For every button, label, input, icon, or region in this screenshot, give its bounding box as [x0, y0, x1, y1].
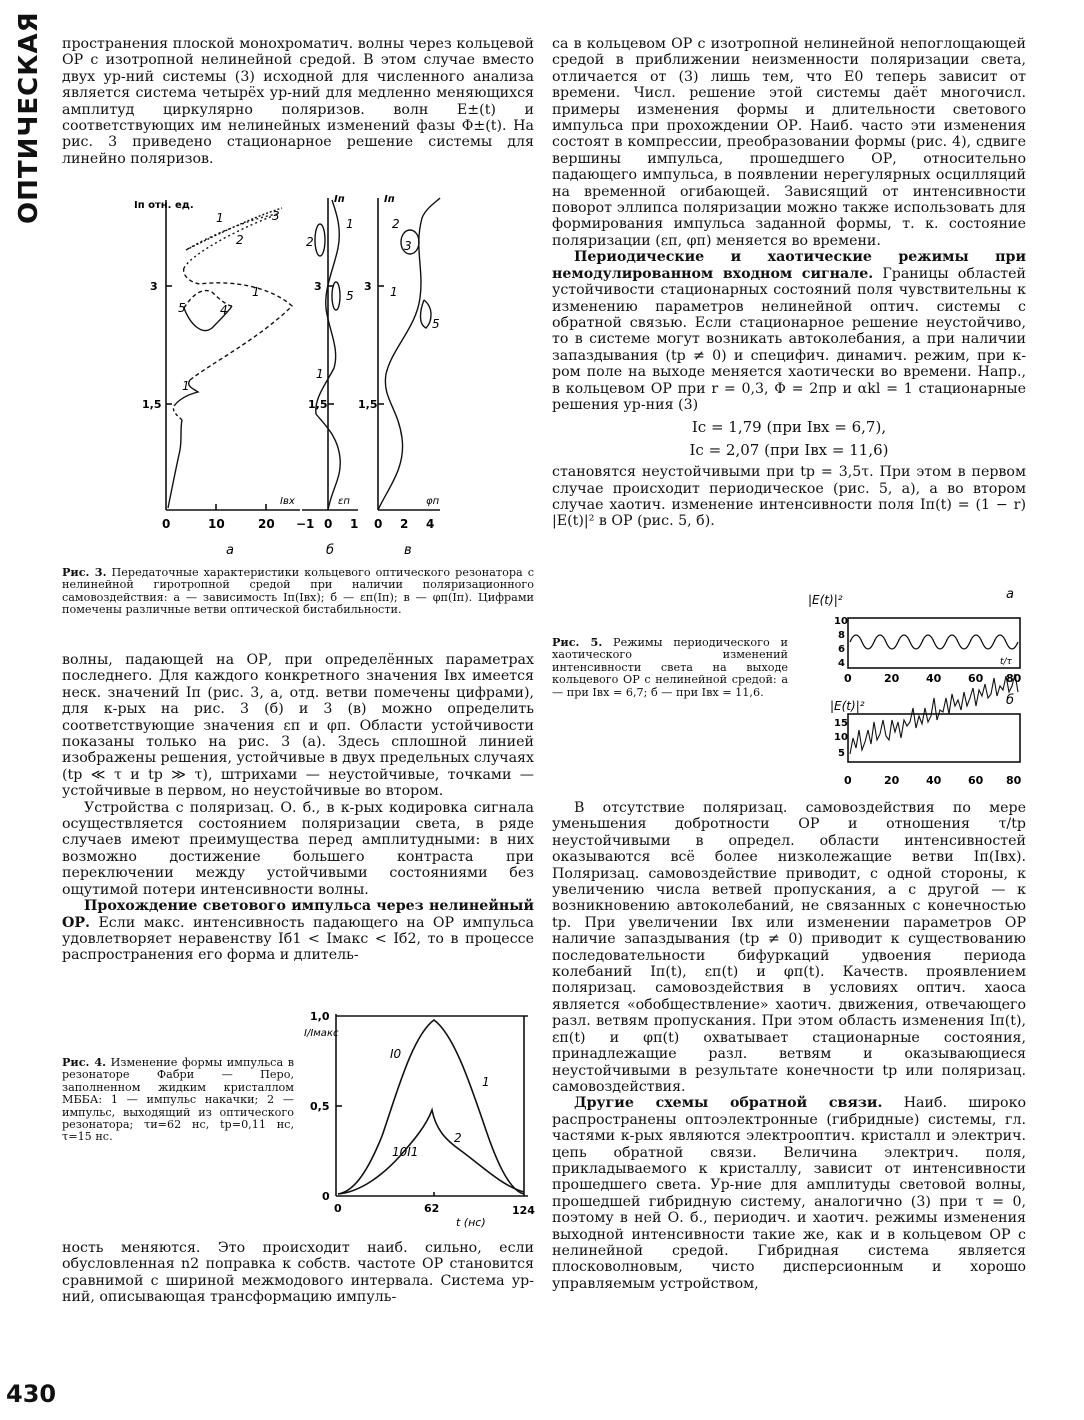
fig3-branch-label: 1: [346, 217, 354, 231]
fig5-xtick: 80: [1006, 774, 1022, 787]
right-column-top: [552, 36, 1026, 530]
side-header: ОПТИЧЕСКАЯ: [14, 11, 44, 224]
fig3-ylabel-a: Iп отн. ед.: [134, 200, 194, 211]
fig4-caption: [62, 1056, 294, 1144]
fig5-ytick: 8: [838, 630, 845, 641]
fig3-xlabel-a: Iвх: [280, 496, 295, 507]
fig4-curve-label: 2: [454, 1131, 462, 1145]
fig3-branch-label: 2: [392, 217, 400, 231]
fig5-xtick: 40: [926, 774, 942, 787]
fig4-ylabel: I/Iмакс: [304, 1028, 339, 1039]
fig3-ytick: 1,5: [142, 398, 162, 411]
fig5-caption-title: Рис. 5.: [552, 635, 603, 649]
fig5-ytick: 5: [838, 748, 845, 759]
fig3-branch-label: 3: [272, 209, 280, 223]
fig3-ytick: 1,5: [358, 398, 378, 411]
paragraph: волны, падающей на ОР, при определённых параметрах последнего. Для каждого конкретного значения Iвх имеется неск. значений Iп (рис. 3, а, отд. ветви помечены цифрами), для к-рых на рис. 3 (б) и 3 (в) можно определить соответствующие значения εп и φп. Области устойчивости показаны только на рис. 3 (а). Здесь сплошной линией изображены решения, устойчивые в двух предельных случаях (tр ≪ τ и tр ≫ τ), штрихами — неустойчивые, точками — устойчивые в первом, но неустойчивые во втором.: [62, 652, 534, 800]
fig3-ytick: 3: [364, 280, 372, 293]
page-number: 430: [6, 1380, 57, 1408]
fig3-ytick: 3: [150, 280, 158, 293]
section-title: Прохождение светового импульса через нелинейный ОР.: [62, 898, 534, 931]
fig5-ytick: 10: [834, 732, 848, 743]
fig3-branch-label: 1: [390, 285, 398, 299]
fig3-ytick: 3: [314, 280, 322, 293]
fig5-ylabel: |E(t)|²: [830, 699, 865, 713]
fig5-ytick: 6: [838, 644, 845, 655]
fig4-ytick: 0,5: [310, 1100, 330, 1113]
fig4-caption-title: Рис. 4.: [62, 1055, 107, 1069]
fig5-xtick: 0: [844, 774, 852, 787]
fig4-xtick: 124: [512, 1204, 535, 1217]
fig5a-series: [850, 635, 1018, 649]
fig3-ylabel-c: Iп: [384, 194, 395, 205]
paragraph: ность меняются. Это происходит наиб. сильно, если обусловленная n2 поправка к собств. частоте ОР становится сравнимой с шириной межмодового интервала. Система ур-ний, описывающая трансформацию импуль-: [62, 1240, 534, 1306]
fig3-branch-label: 5: [178, 301, 186, 315]
fig3-caption: [62, 566, 534, 617]
section-text: Если макс. интенсивность падающего на ОР импульса удовлетворяет неравенству Iб1 < Iмакс < Iб2, то в процессе распространения его форма и длитель-: [62, 914, 534, 964]
left-column-bottom: [62, 1240, 534, 1306]
fig5-xlabel: t/τ: [1000, 657, 1012, 667]
fig3-branch-label: 1: [216, 211, 224, 225]
fig3-branch-label: 1: [252, 285, 260, 299]
fig3-branch-label: 2: [306, 235, 314, 249]
fig5-caption: [552, 636, 788, 699]
fig3-xtick: 4: [426, 517, 435, 531]
fig5-ylabel: |E(t)|²: [808, 593, 843, 607]
fig4-curve-label: I0: [390, 1047, 402, 1061]
fig3-ytick: 1,5: [308, 398, 328, 411]
fig3-branch-label: 5: [432, 317, 440, 331]
fig3-xtick: 20: [258, 517, 275, 531]
paragraph: [552, 249, 1026, 413]
fig3-branch-label: 1: [316, 367, 324, 381]
fig3-xtick: 0: [374, 517, 383, 531]
fig3-caption-title: Рис. 3.: [62, 565, 107, 579]
fig5-xtick: 80: [1006, 672, 1022, 685]
left-column-top: [62, 36, 534, 167]
section-title: Другие схемы обратной связи.: [574, 1095, 883, 1112]
fig4-curve-label: 10I1: [392, 1145, 419, 1159]
fig5-ytick: 4: [838, 658, 845, 669]
fig5-ytick: 10: [834, 616, 848, 627]
fig3-caption-text: Передаточные характеристики кольцевого оптического резонатора с нелинейной гиротропной средой при наличии поляризационного самовоздействия: а — зависимость Iп(Iвх); б — εп(Iп); в — φп(Iп). Цифрами помечены различные ветви оптической бистабильности.: [62, 566, 534, 617]
fig3-xlabel-c: φп: [426, 496, 440, 507]
fig3-panel-letter: а: [226, 543, 234, 558]
fig4-ytick: 1,0: [310, 1010, 330, 1023]
fig3-ylabel-b: Iп: [334, 194, 345, 205]
fig4-curve-label: 1: [482, 1075, 490, 1089]
fig3-xtick: 1: [350, 517, 359, 531]
fig5-ytick: 15: [834, 718, 848, 729]
fig5-caption-text: Режимы периодического и хаотического изменений интенсивности света на выходе кольцевого ОР с нелинейной средой: а — при Iвх = 6,7; б — при Iвх = 11,6.: [552, 636, 788, 699]
fig3-panel-letter: в: [404, 543, 412, 558]
fig3-branch-label: 1: [182, 379, 190, 393]
fig3-panel-letter: б: [326, 543, 335, 558]
fig3-xlabel-b: εп: [338, 496, 350, 507]
fig3-branch-label: 4: [220, 303, 228, 317]
fig4-caption-text: Изменение формы импульса в резонаторе Фабри — Перо, заполненном жидким кристаллом МББА: 1 — импульс накачки; 2 — импульс, выходящий из оптического резонатора; τи=62 нс, tр=0,11 нс, τ=15 нс.: [62, 1056, 294, 1144]
figure-3: [120, 188, 460, 560]
figure-4: [296, 1006, 536, 1230]
fig5-panel-letter: а: [1006, 587, 1014, 602]
fig3-xtick: −1: [296, 517, 315, 531]
paragraph: становятся неустойчивыми при tр = 3,5τ. При этом в первом случае происходит периодическое (рис. 5, а), а во втором случае хаотич. изменение интенсивности поля Iп(t) = (1 − r) |E(t)|² в ОР (рис. 5, б).: [552, 464, 1026, 530]
paragraph: [552, 1095, 1026, 1292]
fig5-xtick: 0: [844, 672, 852, 685]
paragraph: пространения плоской монохроматич. волны через кольцевой ОР с изотропной нелинейной средой. В этом случае вместо двух ур-ний системы (3) исходной для численного анализа является система четырёх ур-ний для медленно меняющихся амплитуд циркулярно поляризов. волн E±(t) и соответствующих им нелинейных изменений фазы Φ±(t). На рис. 3 приведено стационарное решение системы для линейно поляризов.: [62, 36, 534, 167]
fig5-xtick: 20: [884, 774, 900, 787]
fig3-branch-label: 5: [346, 289, 354, 303]
formula-1: Ic = 1,79 (при Iвх = 6,7),: [691, 418, 887, 437]
fig5-panel-letter: б: [1006, 693, 1015, 708]
fig4-xtick: 0: [334, 1202, 342, 1215]
section-title: Периодические и хаотические режимы при немодулированном входном сигнале.: [552, 249, 1026, 282]
formula-2: Ic = 2,07 (при Iвх = 11,6): [689, 440, 889, 459]
paragraph: В отсутствие поляризац. самовоздействия по мере уменьшения добротности ОР и отношения τ/tр неустойчивыми в определ. области интенсивностей оказываются всё более низколежащие ветви Iп(Iвх). Поляризац. самовоздействие приводит, с одной стороны, к увеличению числа ветвей пропускания, а с другой — к возникновению автоколебаний, не связанных с конечностью tр. При увеличении Iвх или изменении параметров ОР наличие запаздывания (tр ≠ 0) приводит к существованию последовательности бифуркаций удвоения периода колебаний Iп(t), εп(t) и φп(t). Качеств. проявлением поляризац. самовоздействия в условиях оптич. хаоса является «обобществление» хаотич. движения, отвечающего разл. ветвям пропускания. При этом область изменения Iп(t), εп(t) и φп(t) охватывает стационарные состояния, принадлежащие разл. ветвям и оказывающиеся неустойчивыми в результате конечности tр или поляризац. самовоздействия.: [552, 800, 1026, 1095]
fig3-xtick: 0: [324, 517, 333, 531]
fig4-xtick: 62: [424, 1202, 440, 1215]
section-text: Наиб. широко распространены оптоэлектронные (гибридные) системы, гл. частями к-рых являются электрооптич. кристалл и электрич. цепь обратной связи. Величина электрич. поля, прикладываемого к кристаллу, зависит от интенсивности прошедшего света. Ур-ние для амплитуды световой волны, прошедшей гибридную систему, аналогично (3) при τ = 0, поэтому в ней О. б., периодич. и хаотич. режимы изменения выходной интенсивности такие же, как и в кольцевом ОР с нелинейной средой. Гибридная система является плосковолновым, чисто дисперсионным и хорошо управляемым устройством,: [552, 1095, 1026, 1292]
paragraph: [62, 898, 534, 964]
figure-5: [800, 584, 1032, 792]
fig4-xlabel: t (нс): [456, 1216, 486, 1229]
fig5-xtick: 40: [926, 672, 942, 685]
fig3-xtick: 0: [162, 517, 171, 531]
right-column-bottom: [552, 800, 1026, 1292]
paragraph: Устройства с поляризац. О. б., в к-рых кодировка сигнала осуществляется состоянием поляризации света, в ряде случаев имеют преимущества перед амплитудными: в них возможно достижение большего контраста при переключении между устойчивыми состояниями без ощутимой потери интенсивности волны.: [62, 799, 534, 898]
fig3-branch-label: 2: [236, 233, 244, 247]
fig5-xtick: 20: [884, 672, 900, 685]
section-text: Границы областей устойчивости стационарных состояний поля чувствительны к изменению параметров нелинейной оптич. системы с обратной связью. Если стационарное решение неустойчиво, то в системе могут возникать автоколебания, а при наличии запаздывания (tр ≠ 0) и специфич. динамич. режим, при к-ром поле на выходе меняется хаотически во времени. Напр., в кольцевом ОР при r = 0,3, Φ = 2πр и αkl = 1 стационарные решения ур-ния (3): [552, 265, 1026, 413]
paragraph: са в кольцевом ОР с изотропной нелинейной непоглощающей средой в приближении неизменности поляризации света, отличается от (3) лишь тем, что E0 теперь зависит от времени. Числ. решение этой системы даёт многочисл. примеры изменения формы и длительности светового импульса при прохождении ОР. Наиб. часто эти изменения состоят в компрессии, преобразовании формы (рис. 4), сдвиге вершины импульса, прошедшего ОР, относительно падающего импульса, в появлении нерегулярных осцилляций на временной огибающей. Зависящий от интенсивности поворот эллипса поляризации можно также использовать для формирования импульса заданной формы, т. к. состояние поляризации (εп, φп) меняется во времени.: [552, 36, 1026, 249]
left-column-mid: [62, 652, 534, 964]
fig3-branch-label: 3: [404, 239, 412, 253]
fig5-xtick: 60: [968, 774, 984, 787]
fig3-xtick: 2: [400, 517, 409, 531]
fig5-xtick: 60: [968, 672, 984, 685]
fig4-ytick: 0: [322, 1190, 330, 1203]
fig3-xtick: 10: [208, 517, 225, 531]
